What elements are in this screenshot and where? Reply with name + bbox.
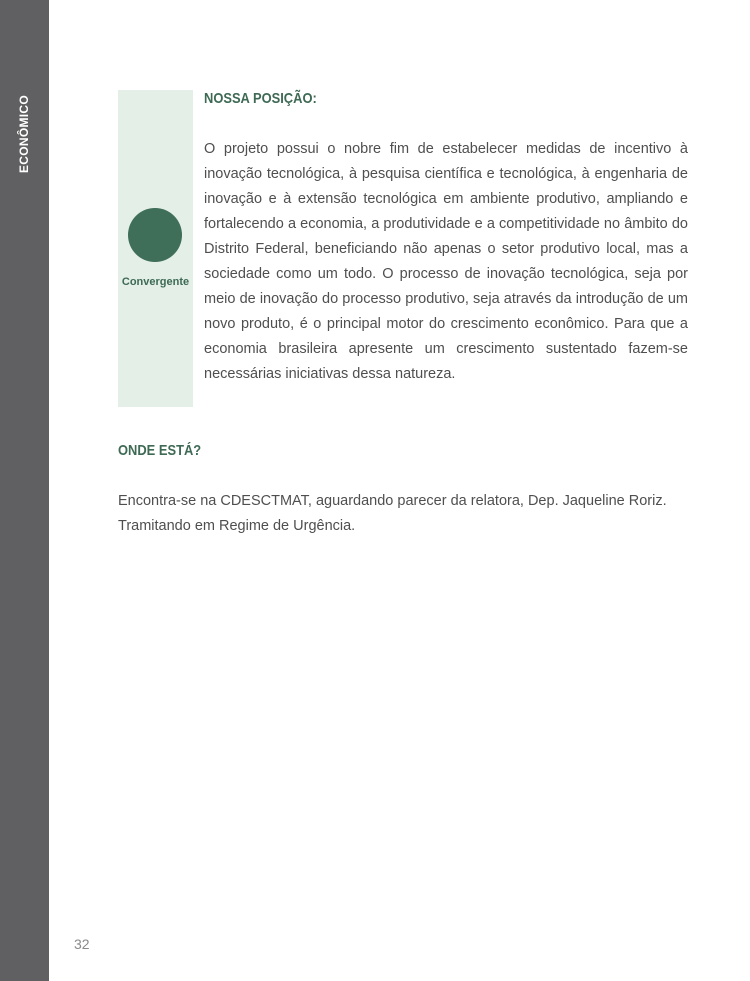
position-body: O projeto possui o nobre fim de estabelecer medidas de incentivo à inovação tecnológica, à pesquisa científica e tecnológica, à engenharia de inovação e à extensão tecnológica em ambiente produtivo, ampliando e fortalecendo a economia, a produtividade e a competitividade no âmbito do Distrito Federal, beneficiando não apenas o setor produtivo local, mas a sociedade como um todo. O processo de inovação tecnológica, seja por meio de inovação do processo produtivo, seja através da introdução de um novo produto, é o principal motor do crescimento econômico. Para que a economia brasileira apresente um crescimento sustentado fazem-se necessárias iniciativas dessa natureza. [204, 141, 688, 382]
location-body [118, 489, 698, 539]
location-line-2: Tramitando em Regime de Urgência. [118, 518, 356, 534]
status-indicator [128, 208, 182, 262]
section-label: ECONÔMICO [17, 94, 31, 174]
location-line-1: Encontra-se na CDESCTMAT, aguardando parecer da relatora, Dep. Jaqueline Roriz. [118, 493, 667, 509]
page-number: 32 [74, 936, 90, 952]
location-heading: ONDE ESTÁ? [118, 442, 202, 459]
status-label: Convergente [121, 276, 190, 288]
position-heading: NOSSA POSIÇÃO: [204, 90, 317, 107]
